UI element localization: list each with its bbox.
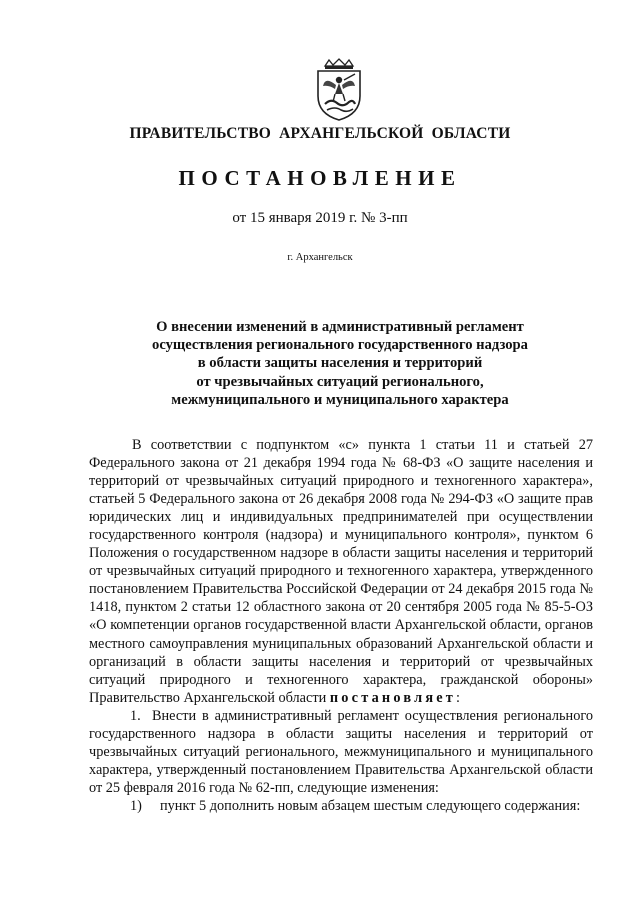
preamble-text: В соответствии с подпунктом «с» пункта 1 статьи 11 и статьей 27 Федерального закона от 21 декабря 1994 года № 68-ФЗ «О защите населения и территорий от чрезвычайных ситуаций природного и техногенного характера», статьей 5 Федерального закона от 26 декабря 2008 года № 294-ФЗ «О защите прав юридических лиц и индивидуальных предпринимателей при осуществлении государственного контроля (надзора) и муниципального контроля», пунктом 6 Положения о государственном надзоре в области защиты населения и территорий от чрезвычайных ситуаций природного и техногенного характера, утвержденного постановлением Правительства Российской Федерации от 24 декабря 2015 года № 1418, пунктом 2 статьи 12 областного закона от 20 сентября 2005 года № 85-5-ОЗ «О компетенции органов государственной власти Архангельской области, органов местного самоуправления муниципальных образований Архангельской области и организаций в области защиты населения и территорий от чрезвычайных ситуаций природного и техногенного характера, гражданской обороны» Правительство Архангельской области bbox=[89, 437, 593, 706]
subitem-1-text: пункт 5 дополнить новым абзацем шестым следующего содержания: bbox=[160, 797, 581, 814]
resolves-word: постановляет bbox=[329, 689, 457, 706]
subject-line: от чрезвычайных ситуаций регионального, bbox=[196, 373, 484, 390]
subitem-1-paragraph bbox=[89, 797, 593, 815]
preamble-paragraph bbox=[89, 436, 593, 707]
document-body bbox=[89, 436, 593, 815]
item-1-paragraph bbox=[89, 707, 593, 797]
subject-line: О внесении изменений в административный регламент bbox=[156, 319, 524, 335]
document-subject bbox=[120, 318, 560, 409]
arkhangelsk-coat-of-arms-icon bbox=[311, 58, 367, 122]
resolves-colon: : bbox=[456, 689, 461, 706]
subitem-1-number: 1) bbox=[130, 797, 142, 814]
document-city: г. Архангельск bbox=[287, 252, 353, 263]
organization-title: ПРАВИТЕЛЬСТВО АРХАНГЕЛЬСКОЙ ОБЛАСТИ bbox=[129, 125, 511, 142]
document-date-number: от 15 января 2019 г. № 3-пп bbox=[232, 210, 408, 226]
subject-line: в области защиты населения и территорий bbox=[197, 355, 483, 372]
item-1-text: Внести в административный регламент осуществления регионального государственного надзора в области защиты населения и территорий от чрезвычайных ситуаций регионального, межмуниципального и муниципального характера, утвержденный постановлением Правительства Архангельской области от 25 февраля 2016 года № 62-пп, следующие изменения: bbox=[89, 707, 593, 796]
subject-line: осуществления регионального государственного надзора bbox=[152, 337, 528, 354]
subject-line: межмуниципального и муниципального характера bbox=[171, 391, 509, 408]
item-1-number: 1. bbox=[130, 707, 141, 724]
document-type: ПОСТАНОВЛЕНИЕ bbox=[178, 166, 462, 190]
